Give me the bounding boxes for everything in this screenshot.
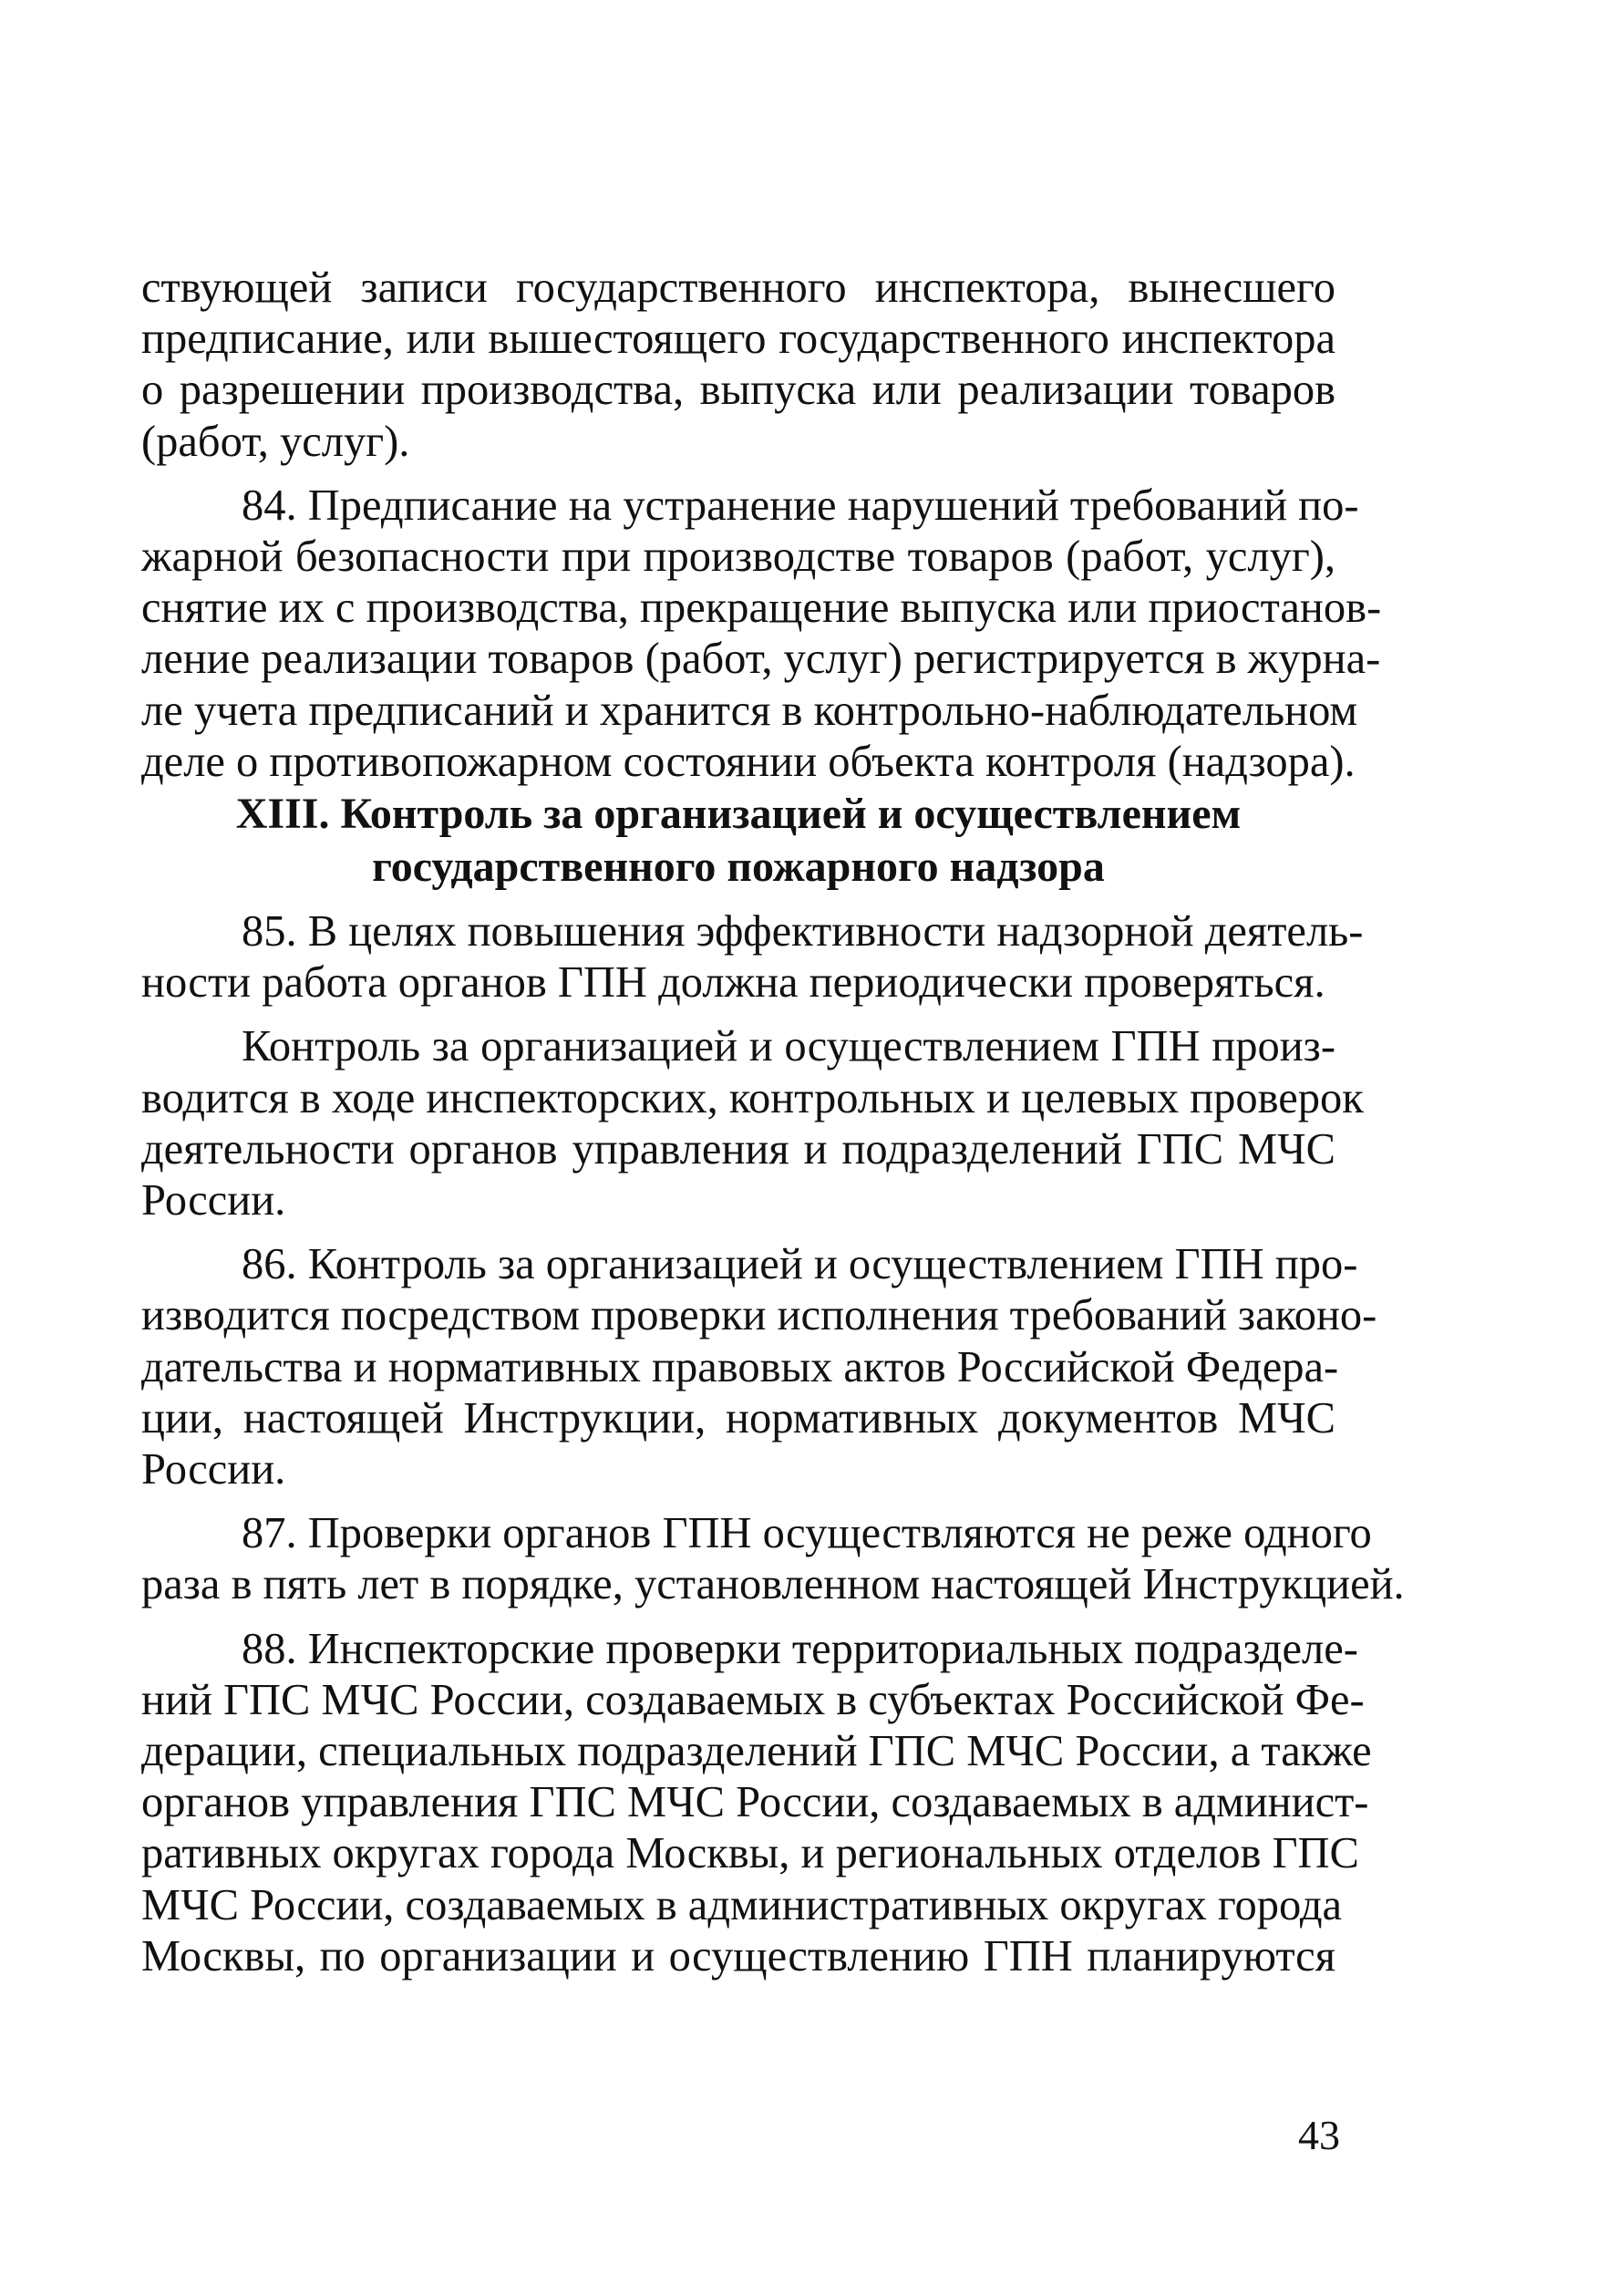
document-page: [141, 263, 1405, 1982]
text-line: деятельности органов управления и подразделений ГПС МЧС: [141, 1124, 1335, 1174]
text-line: 87. Проверки органов ГПН осуществляются не реже одного: [242, 1509, 1372, 1558]
text-line: снятие их с производства, прекращение выпуска или приостанов-: [141, 584, 1382, 633]
page-number: 43: [1298, 2112, 1340, 2158]
paragraph-87: [141, 1508, 1405, 1610]
text-line: ний ГПС МЧС России, создаваемых в субъектах Российской Фе-: [141, 1675, 1365, 1724]
text-line: ствующей записи государственного инспектора, вынесшего: [141, 264, 1335, 312]
text-line: Москвы, по организации и осуществлению ГПН планируются: [141, 1931, 1335, 1981]
paragraph-86: [141, 1239, 1377, 1495]
text-line: деле о противопожарном состоянии объекта контроля (надзора).: [141, 737, 1356, 786]
text-line: 88. Инспекторские проверки территориальных подразделе-: [242, 1624, 1358, 1673]
text-line: ции, настоящей Инструкции, нормативных документов МЧС: [141, 1393, 1335, 1443]
text-line: 84. Предписание на устранение нарушений требований по-: [242, 481, 1359, 530]
text-line: ности работа органов ГПН должна периодически проверяться.: [141, 958, 1325, 1008]
text-line: (работ, услуг).: [141, 417, 410, 466]
heading-line: XIII. Контроль за организацией и осуществлением: [235, 790, 1242, 839]
text-line: 85. В целях повышения эффективности надзорной деятель-: [242, 907, 1364, 957]
text-line: жарной безопасности при производстве товаров (работ, услуг),: [141, 533, 1335, 582]
text-line: России.: [141, 1176, 286, 1226]
text-line: органов управления ГПС МЧС России, создаваемых в админист-: [141, 1778, 1369, 1827]
text-line: МЧС России, создаваемых в административных округах города: [141, 1880, 1343, 1929]
text-line: водится в ходе инспекторских, контрольных и целевых проверок: [141, 1073, 1364, 1122]
text-line: дательства и нормативных правовых актов Российской Федера-: [141, 1342, 1339, 1391]
paragraph-continuation: [141, 263, 1335, 468]
text-line: России.: [141, 1445, 286, 1494]
heading-line: государственного пожарного надзора: [372, 843, 1105, 892]
text-line: о разрешении производства, выпуска или реализации товаров: [141, 366, 1335, 415]
paragraph-85: [141, 906, 1364, 1008]
section-heading: [141, 788, 1335, 894]
paragraph-88: [141, 1624, 1372, 1982]
text-line: ление реализации товаров (работ, услуг) регистрируется в журна-: [141, 635, 1381, 684]
paragraph-85-control: [141, 1021, 1364, 1226]
text-line: ративных округах города Москвы, и региональных отделов ГПС: [141, 1829, 1359, 1878]
text-line: Контроль за организацией и осуществлением ГПН произ-: [242, 1022, 1335, 1071]
text-line: 86. Контроль за организацией и осуществлением ГПН про-: [242, 1240, 1358, 1289]
text-line: раза в пять лет в порядке, установленном настоящей Инструкцией.: [141, 1560, 1405, 1609]
text-line: дерации, специальных подразделений ГПС МЧС России, а также: [141, 1727, 1372, 1776]
paragraph-84: [141, 481, 1382, 788]
text-line: ле учета предписаний и хранится в контрольно-наблюдательном: [141, 686, 1358, 735]
text-line: изводится посредством проверки исполнения требований законо-: [141, 1291, 1377, 1340]
text-line: предписание, или вышестоящего государственного инспектора: [141, 315, 1335, 364]
